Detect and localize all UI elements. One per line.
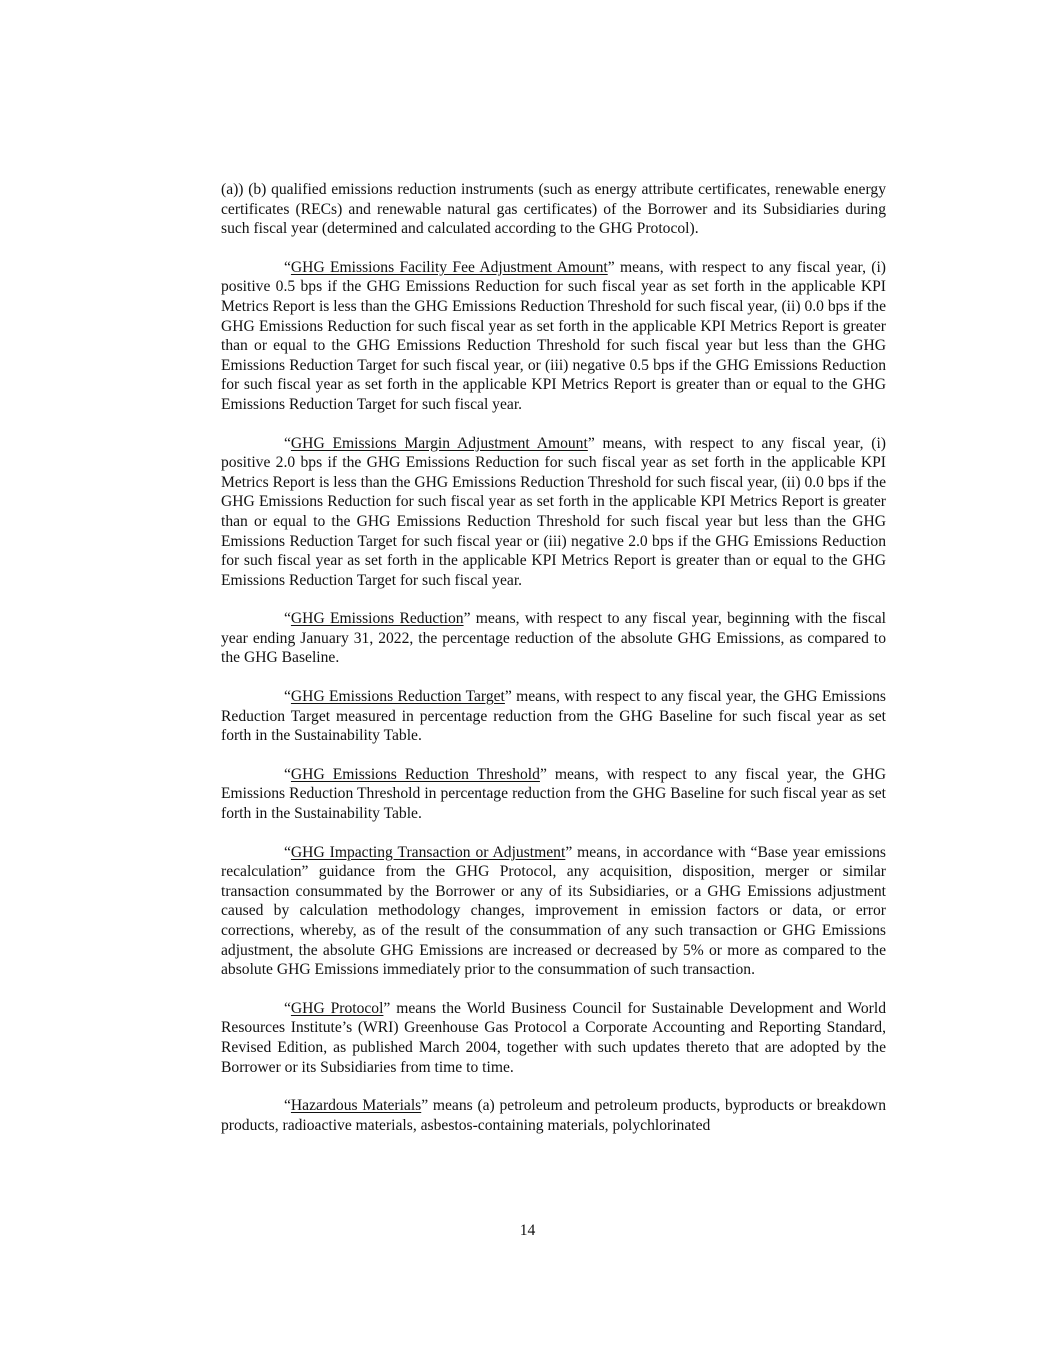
- defined-term: GHG Emissions Reduction Target: [290, 688, 505, 706]
- definition-body: means, in accordance with “Base year emissions recalculation” guidance from the GHG Protocol, any acquisition, disposition, merger or similar transaction consummated by the Borrower or any of its Subsidiaries, or a GHG Emissions adjustment caused by calculation methodology changes, improvement in emission factors or data, or error corrections, whereby, as of the result of the consummation of any such transaction or GHG Emissions adjustment, the absolute GHG Emissions are increased or decreased by 5% or more as compared to the absolute GHG Emissions immediately prior to the consummation of such transaction.: [221, 843, 886, 979]
- definition-body: means (a) petroleum and petroleum products, byproducts or breakdown products, radioactive materials, asbestos-containing materials, polychlorinated: [221, 1097, 886, 1134]
- document-body: [221, 180, 886, 1154]
- definition-body: means, with respect to any fiscal year, the GHG Emissions Reduction Threshold in percentage reduction from the GHG Baseline for such fiscal year as set forth in the Sustainability Table.: [221, 765, 887, 823]
- defined-term: GHG Emissions Facility Fee Adjustment Amount: [290, 258, 608, 276]
- definition-body: means, with respect to any fiscal year, beginning with the fiscal year ending January 31, 2022, the percentage reduction of the absolute GHG Emissions, as compared to the GHG Baseline.: [221, 610, 886, 667]
- defined-term: GHG Protocol: [290, 999, 384, 1017]
- continuation-paragraph: (a)) (b) qualified emissions reduction instruments (such as energy attribute certificates, renewable energy certificates (RECs) and renewable natural gas certificates) of the Borrower and its Subsidiaries during such fiscal year (determined and calculated according to the GHG Protocol).: [221, 181, 886, 238]
- definition-emissions-reduction: “GHG Emissions Reduction” means, with respect to any fiscal year, beginning with the fiscal year ending January 31, 2022, the percentage reduction of the absolute GHG Emissions, as compared to the GHG Baseline.: [221, 610, 886, 667]
- definition-body: means, with respect to any fiscal year, (i) positive 2.0 bps if the GHG Emissions Reduction for such fiscal year as set forth in the applicable KPI Metrics Report is less than the GHG Emissions Reduction Threshold for such fiscal year, (ii) 0.0 bps if the GHG Emissions Reduction for such fiscal year as set forth in the applicable KPI Metrics Report is greater than or equal to the GHG Emissions Reduction Threshold for such fiscal year but less than the GHG Emissions Reduction Target for such fiscal year or (iii) negative 2.0 bps if the GHG Emissions Reduction for such fiscal year as set forth in the applicable KPI Metrics Report is greater than or equal to the GHG Emissions Reduction Target for such fiscal year.: [221, 434, 886, 589]
- definition-impacting-transaction: “GHG Impacting Transaction or Adjustment” means, in accordance with “Base year emissions recalculation” guidance from the GHG Protocol, any acquisition, disposition, merger or similar transaction consummated by the Borrower or any of its Subsidiaries, or a GHG Emissions adjustment caused by calculation methodology changes, improvement in emission factors or data, or error corrections, whereby, as of the result of the consummation of any such transaction or GHG Emissions adjustment, the absolute GHG Emissions are increased or decreased by 5% or more as compared to the absolute GHG Emissions immediately prior to the consummation of such transaction.: [221, 843, 886, 979]
- definition-emissions-reduction-threshold: “GHG Emissions Reduction Threshold” means, with respect to any fiscal year, the GHG Emissions Reduction Threshold in percentage reduction from the GHG Baseline for such fiscal year as set forth in the Sustainability Table.: [221, 765, 887, 823]
- defined-term: GHG Emissions Reduction: [290, 610, 464, 628]
- defined-term: Hazardous Materials: [290, 1097, 422, 1115]
- defined-term: GHG Emissions Margin Adjustment Amount: [290, 434, 588, 452]
- definition-body: means the World Business Council for Sustainable Development and World Resources Institute’s (WRI) Greenhouse Gas Protocol a Corporate Accounting and Reporting Standard, Revised Edition, as published March 2004, together with such updates thereto that are adopted by the Borrower or its Subsidiaries from time to time.: [221, 999, 886, 1076]
- definition-body: means, with respect to any fiscal year, (i) positive 0.5 bps if the GHG Emissions Reduction for such fiscal year as set forth in the applicable KPI Metrics Report is less than the GHG Emissions Reduction Threshold for such fiscal year, (ii) 0.0 bps if the GHG Emissions Reduction for such fiscal year as set forth in the applicable KPI Metrics Report is greater than or equal to the GHG Emissions Reduction Threshold for such fiscal year but less than the GHG Emissions Reduction Target for such fiscal year, or (iii) negative 0.5 bps if the GHG Emissions Reduction for such fiscal year as set forth in the applicable KPI Metrics Report is greater than or equal to the GHG Emissions Reduction Target for such fiscal year.: [221, 258, 886, 413]
- definition-emissions-reduction-target: “GHG Emissions Reduction Target” means, with respect to any fiscal year, the GHG Emissions Reduction Target measured in percentage reduction from the GHG Baseline for such fiscal year as set forth in the Sustainability Table.: [221, 688, 886, 745]
- defined-term: GHG Impacting Transaction or Adjustment: [290, 843, 566, 861]
- definition-margin-adjustment-amount: “GHG Emissions Margin Adjustment Amount” means, with respect to any fiscal year, (i) positive 2.0 bps if the GHG Emissions Reduction for such fiscal year as set forth in the applicable KPI Metrics Report is less than the GHG Emissions Reduction Threshold for such fiscal year, (ii) 0.0 bps if the GHG Emissions Reduction for such fiscal year as set forth in the applicable KPI Metrics Report is greater than or equal to the GHG Emissions Reduction Threshold for such fiscal year but less than the GHG Emissions Reduction Target for such fiscal year or (iii) negative 2.0 bps if the GHG Emissions Reduction for such fiscal year as set forth in the applicable KPI Metrics Report is greater than or equal to the GHG Emissions Reduction Target for such fiscal year.: [221, 434, 886, 589]
- definition-facility-fee-adjustment-amount: “GHG Emissions Facility Fee Adjustment Amount” means, with respect to any fiscal year, (i) positive 0.5 bps if the GHG Emissions Reduction for such fiscal year as set forth in the applicable KPI Metrics Report is less than the GHG Emissions Reduction Threshold for such fiscal year, (ii) 0.0 bps if the GHG Emissions Reduction for such fiscal year as set forth in the applicable KPI Metrics Report is greater than or equal to the GHG Emissions Reduction Threshold for such fiscal year but less than the GHG Emissions Reduction Target for such fiscal year, or (iii) negative 0.5 bps if the GHG Emissions Reduction for such fiscal year as set forth in the applicable KPI Metrics Report is greater than or equal to the GHG Emissions Reduction Target for such fiscal year.: [221, 258, 886, 413]
- definition-body: means, with respect to any fiscal year, the GHG Emissions Reduction Target measured in percentage reduction from the GHG Baseline for such fiscal year as set forth in the Sustainability Table.: [221, 688, 886, 745]
- defined-term: GHG Emissions Reduction Threshold: [290, 765, 540, 783]
- definition-ghg-protocol: “GHG Protocol” means the World Business Council for Sustainable Development and World Resources Institute’s (WRI) Greenhouse Gas Protocol a Corporate Accounting and Reporting Standard, Revised Edition, as published March 2004, together with such updates thereto that are adopted by the Borrower or its Subsidiaries from time to time.: [221, 999, 886, 1076]
- page-number: 14: [519, 1222, 536, 1239]
- definition-hazardous-materials: “Hazardous Materials” means (a) petroleum and petroleum products, byproducts or breakdown products, radioactive materials, asbestos-containing materials, polychlorinated: [221, 1097, 886, 1134]
